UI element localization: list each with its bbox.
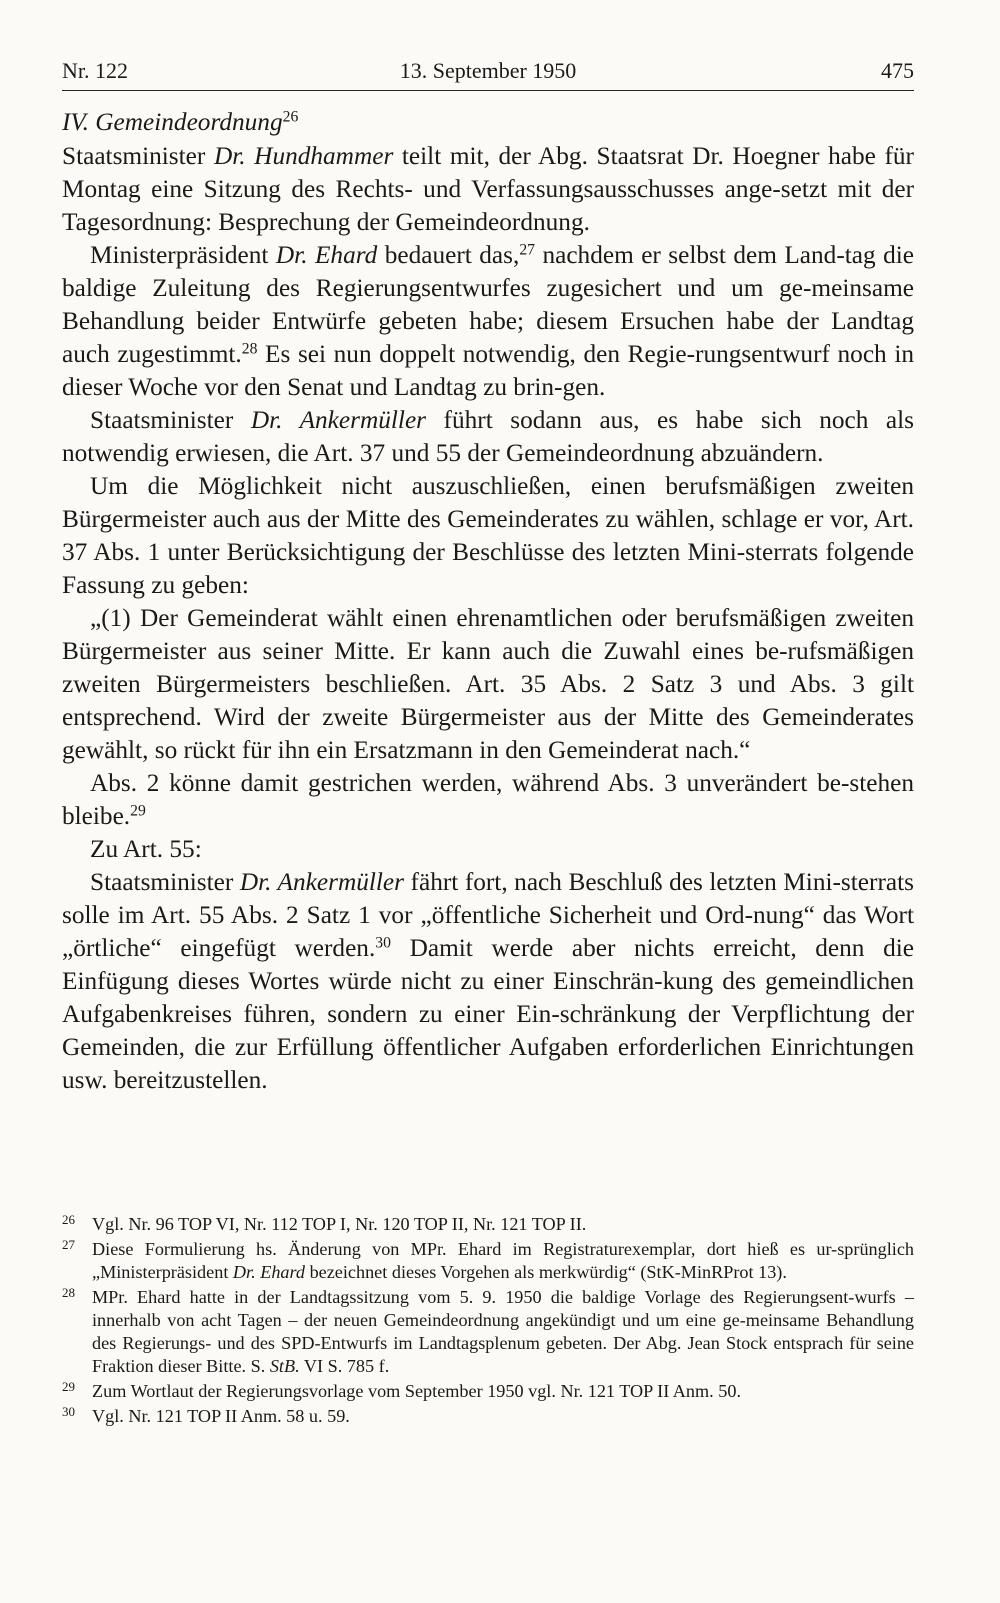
- footnote-27: [62, 1238, 914, 1284]
- footnote-number: 28: [62, 1284, 75, 1300]
- paragraph-3: [62, 404, 914, 470]
- footnote-text: [92, 1239, 914, 1282]
- footnotes: [62, 1213, 914, 1429]
- paragraph-2: [62, 239, 914, 404]
- footnote-ref-27: 27: [519, 241, 535, 259]
- p2-text-e: Es sei nun doppelt notwendig, den Regie-rungsentwurf noch in dieser Woche vor den Senat und Landtag zu brin-gen.: [62, 340, 914, 401]
- header-rule: [62, 90, 914, 91]
- footnote-number: 30: [62, 1403, 75, 1419]
- footnote-ref-28: 28: [241, 340, 258, 358]
- footnote-number: 26: [62, 1212, 75, 1227]
- footnote-26: [62, 1213, 914, 1236]
- fn27-name: Dr. Ehard: [232, 1261, 306, 1282]
- fn28-source: StB.: [269, 1356, 300, 1377]
- paragraph-4: Um die Möglichkeit nicht auszuschließen, einen berufsmäßigen zweiten Bürgermeister auch aus der Mitte des Gemeinderates zu wählen, schlage er vor, Art. 37 Abs. 1 unter Berücksichtigung der Beschlüsse des letzten Mini-sterrats folgende Fassung zu geben:: [62, 472, 914, 599]
- footnote-text: Zum Wortlaut der Regierungsvorlage vom September 1950 vgl. Nr. 121 TOP II Anm. 50.: [92, 1380, 741, 1401]
- p3-text-a: Staatsminister: [90, 406, 251, 434]
- fn28-text-c: VI S. 785 f.: [299, 1356, 390, 1377]
- session-date: 13. September 1950: [399, 58, 577, 83]
- footnote-30: [62, 1405, 914, 1428]
- p2-text-d: nachdem er selbst dem Land-tag die baldige Zuleitung des Regierungsentwurfes zugesichert und um ge-meinsame Behandlung beider Entwürfe gebeten habe; diesem Ersuchen habe der Landtag auch zugestimmt.: [62, 241, 915, 368]
- running-header: [62, 48, 914, 88]
- footnote-text: [92, 1287, 914, 1377]
- speaker-ankermueller: Dr. Ankermüller: [250, 406, 427, 434]
- footnote-ref-26: 26: [282, 108, 299, 126]
- speaker-hundhammer: Dr. Hundhammer: [213, 142, 394, 170]
- p6-text-a: Abs. 2 könne damit gestrichen werden, während Abs. 3 unverändert be-stehen bleibe.: [62, 769, 914, 830]
- fn27-text-a: Diese Formulierung hs. Änderung von MPr. Ehard im Registraturexemplar, dort hieß es ur-sprünglich „Ministerpräsident: [92, 1238, 914, 1282]
- footnote-number: 29: [62, 1378, 75, 1394]
- footnote-ref-29: 29: [130, 802, 146, 820]
- paragraph-1: [62, 140, 914, 239]
- fn28-text-a: MPr. Ehard hatte in der Landtagssitzung vom 5. 9. 1950 die baldige Vorlage des Regierungsent-wurfs – innerhalb von acht Tagen – der neuen Gemeindeordnung angekündigt und um eine ge-meinsame Behandlung des Regierungs- und des SPD-Entwurfs im Landtagsplenum gebeten. Der Abg. Jean Stock entsprach für seine Fraktion dieser Bitte. S.: [92, 1286, 914, 1377]
- p2-text-a: Ministerpräsident: [90, 241, 276, 269]
- speaker-ankermueller-2: Dr. Ankermüller: [239, 868, 405, 896]
- footnote-text: Vgl. Nr. 121 TOP II Anm. 58 u. 59.: [92, 1405, 350, 1426]
- p8-text-c: fährt fort, nach Beschluß des letzten Mini-sterrats solle im Art. 55 Abs. 2 Satz 1 vor „öffentliche Sicherheit und Ord-nung“ das Wort „örtliche“ eingefügt werden.: [62, 868, 914, 962]
- p3-text-c: führt sodann aus, es habe sich noch als notwendig erwiesen, die Art. 37 und 55 der Gemeindeordnung abzuändern.: [62, 406, 914, 467]
- footnote-28: [62, 1286, 914, 1379]
- section-heading: [62, 106, 914, 139]
- page-number: 475: [881, 58, 914, 83]
- p1-text-a: Staatsminister: [62, 142, 214, 170]
- footnote-text: Vgl. Nr. 96 TOP VI, Nr. 112 TOP I, Nr. 120 TOP II, Nr. 121 TOP II.: [92, 1214, 587, 1234]
- p1-text-c: teilt mit, der Abg. Staatsrat Dr. Hoegner habe für Montag eine Sitzung des Rechts- und Verfassungsausschusses ange-setzt mit der Tagesordnung: Besprechung der Gemeindeordnung.: [62, 142, 914, 236]
- paragraph-5-quote: „(1) Der Gemeinderat wählt einen ehrenamtlichen oder berufsmäßigen zweiten Bürgermeister aus seiner Mitte. Er kann auch die Zuwahl eines be-rufsmäßigen zweiten Bürgermeisters beschließen. Art. 35 Abs. 2 Satz 3 und Abs. 3 gilt entsprechend. Wird der zweite Bürgermeister aus der Mitte des Gemeinderates gewählt, so rückt für ihn ein Ersatzmann in den Gemeinderat nach.“: [62, 604, 914, 764]
- body-text: [62, 106, 914, 1097]
- fn27-text-c: bezeichnet dieses Vorgehen als merkwürdig“ (StK-MinRProt 13).: [305, 1261, 787, 1282]
- document-number: Nr. 122: [62, 58, 128, 83]
- paragraph-6: [62, 767, 914, 833]
- paragraph-7: Zu Art. 55:: [90, 835, 202, 863]
- p8-text-a: Staatsminister: [90, 868, 240, 896]
- footnote-29: [62, 1380, 914, 1403]
- paragraph-8: [62, 866, 914, 1097]
- footnote-number: 27: [62, 1236, 75, 1252]
- footnote-ref-30: 30: [375, 934, 391, 952]
- p8-text-d: Damit werde aber nichts erreicht, denn die Einfügung dieses Wortes würde nicht zu einer Einschrän-kung des gemeindlichen Aufgabenkreises führen, sondern zu einer Ein-schränkung der Verpflichtung der Gemeinden, die zur Erfüllung öffentlicher Aufgaben erforderlichen Einrichtungen usw. bereitzustellen.: [62, 934, 914, 1094]
- section-heading-text: IV. Gemeindeordnung: [62, 108, 283, 136]
- speaker-ehard: Dr. Ehard: [275, 241, 378, 269]
- p2-text-c: bedauert das,: [377, 241, 520, 269]
